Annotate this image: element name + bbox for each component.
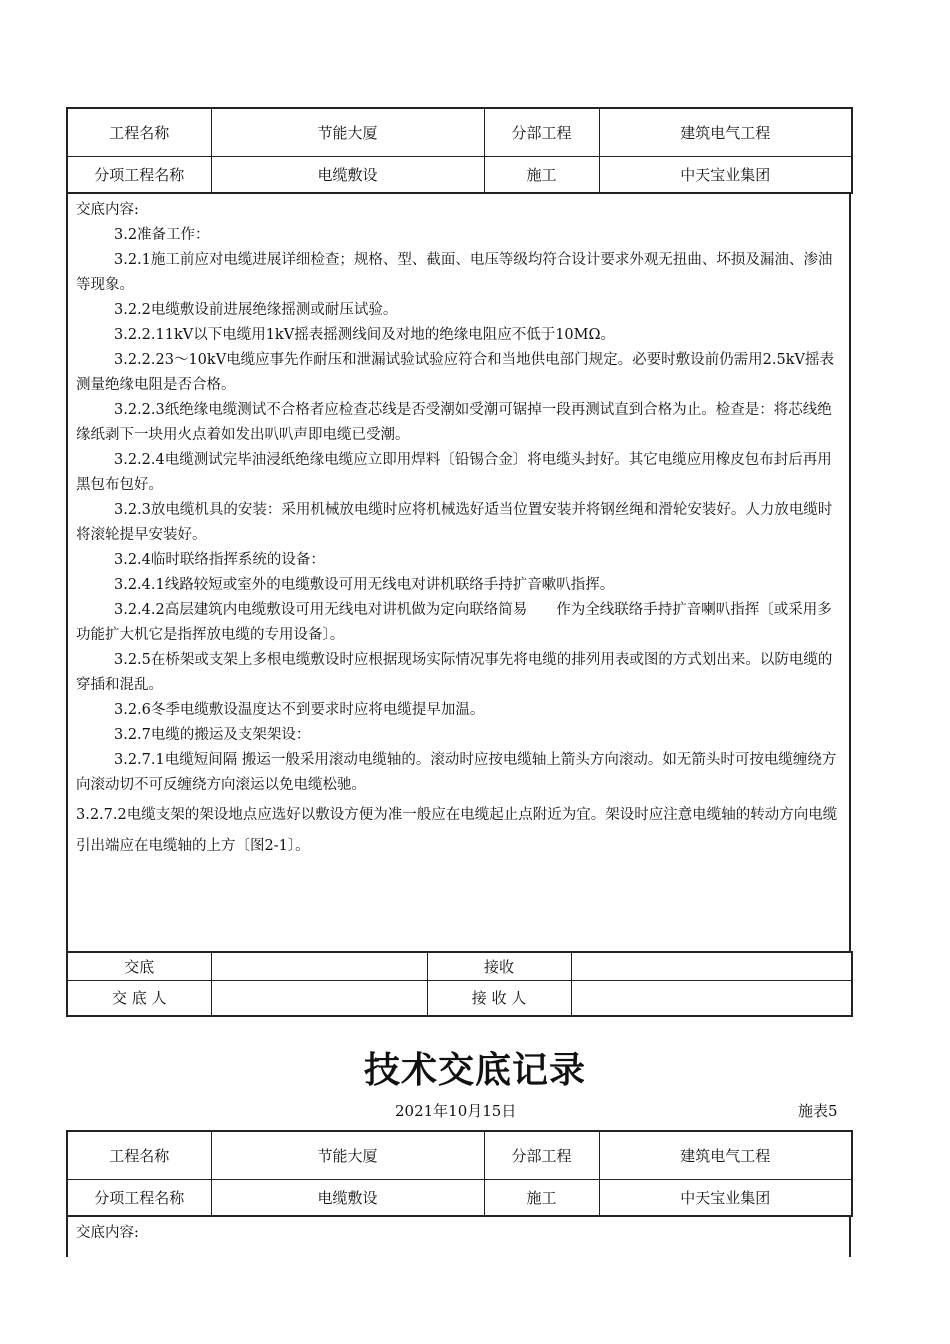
division-label: 分部工程	[484, 108, 599, 156]
page-title: 技术交底记录	[363, 1050, 586, 1091]
header-table-1	[66, 107, 853, 194]
content-line: 3.2.6冬季电缆敷设温度达不到要求时应将电缆提早加温。	[114, 702, 485, 718]
content-line: 3.2.3放电缆机具的安装：采用机械放电缆时应将机械选好适当位置安装并将钢丝绳和滑轮安装好。人力放电缆时将滚轮提早安装好。	[76, 502, 833, 543]
handover-label: 交底	[67, 952, 211, 980]
content-line: 3.2.4.2高层建筑内电缆敷设可用无线电对讲机做为定向联络简易 作为全线联络手持扩音喇叭指挥〔或采用多功能扩大机它是指挥放电缆的专用设备〕。	[76, 602, 832, 643]
content-line: 3.2.1施工前应对电缆进展详细检查；规格、型、截面、电压等级均符合设计要求外观无扭曲、坏损及漏油、渗油等现象。	[76, 252, 833, 293]
division: 建筑电气工程	[599, 108, 852, 156]
construction: 中天宝业集团	[599, 156, 852, 193]
division-label: 分部工程	[484, 1131, 599, 1179]
receiver-person-label: 接 收 人	[427, 980, 571, 1016]
division: 建筑电气工程	[599, 1131, 852, 1179]
handover-value	[211, 952, 427, 980]
project-name-label: 工程名称	[67, 108, 211, 156]
content-line: 3.2.2电缆敷设前进展绝缘摇测或耐压试验。	[114, 302, 398, 318]
content-line: 3.2.7.2电缆支架的架设地点应选好以敷设方便为准一般应在电缆起止点附近为宜。架设时应注意电缆轴的转动方向电缆引出端应在电缆轴的上方〔图2-1〕。	[76, 807, 838, 854]
subitem-label: 分项工程名称	[67, 1179, 211, 1216]
content-line: 3.2.2.3纸绝缘电缆测试不合格者应检查芯线是否受潮如受潮可锯掉一段再测试直到合格为止。检查是：将芯线绝缘纸剥下一块用火点着如发出叭叭声即电缆已受潮。	[76, 402, 832, 443]
construction-label: 施工	[484, 156, 599, 193]
receiver-person-value	[571, 980, 852, 1016]
content-label: 交底内容:	[76, 202, 139, 218]
content-line: 3.2.2.4电缆测试完毕油浸纸绝缘电缆应立即用焊料〔铅锡合金〕将电缆头封好。其它电缆应用橡皮包布封后再用黑包布包好。	[76, 452, 832, 493]
content-label: 交底内容:	[76, 1225, 139, 1241]
record-date: 2021年10月15日	[395, 1102, 517, 1120]
footer-table	[66, 951, 853, 1017]
content-area	[66, 194, 851, 951]
project-name-label: 工程名称	[67, 1131, 211, 1179]
content-line: 3.2准备工作：	[114, 227, 210, 243]
project-name: 节能大厦	[211, 1131, 484, 1179]
project-name: 节能大厦	[211, 108, 484, 156]
content-line: 3.2.7.1电缆短间隔 搬运一般采用滚动电缆轴的。滚动时应按电缆轴上箭头方向滚动。如无箭头时可按电缆缠绕方向滚动切不可反缠绕方向滚运以免电缆松驰。	[76, 752, 837, 793]
handover-person-value	[211, 980, 427, 1016]
content-area-2	[66, 1217, 851, 1257]
content-line: 3.2.2.23～10kV电缆应事先作耐压和泄漏试验试验应符合和当地供电部门规定。必要时敷设前仍需用2.5kV摇表测量绝缘电阻是否合格。	[76, 352, 834, 393]
content-line: 3.2.5在桥架或支架上多根电缆敷设时应根据现场实际情况事先将电缆的排列用表或图的方式划出来。以防电缆的穿插和混乱。	[76, 652, 833, 693]
handover-person-label: 交 底 人	[67, 980, 211, 1016]
subitem: 电缆敷设	[211, 156, 484, 193]
content-line: 3.2.7电缆的搬运及支架架设：	[114, 727, 311, 743]
receive-label: 接收	[427, 952, 571, 980]
form-number: 施表5	[798, 1102, 838, 1120]
content-line: 3.2.2.11kV以下电缆用1kV摇表摇测线间及对地的绝缘电阻应不低于10MΩ。	[114, 327, 616, 343]
construction-label: 施工	[484, 1179, 599, 1216]
content-line: 3.2.4临时联络指挥系统的设备：	[114, 552, 325, 568]
record-1	[66, 107, 851, 1017]
receive-value	[571, 952, 852, 980]
content-lines	[76, 223, 839, 862]
record-2	[66, 1130, 851, 1257]
header-table-2	[66, 1130, 853, 1217]
content-line: 3.2.4.1线路较短或室外的电缆敷设可用无线电对讲机联络手持扩音嗽叭指挥。	[114, 577, 615, 593]
construction: 中天宝业集团	[599, 1179, 852, 1216]
subitem: 电缆敷设	[211, 1179, 484, 1216]
subitem-label: 分项工程名称	[67, 156, 211, 193]
